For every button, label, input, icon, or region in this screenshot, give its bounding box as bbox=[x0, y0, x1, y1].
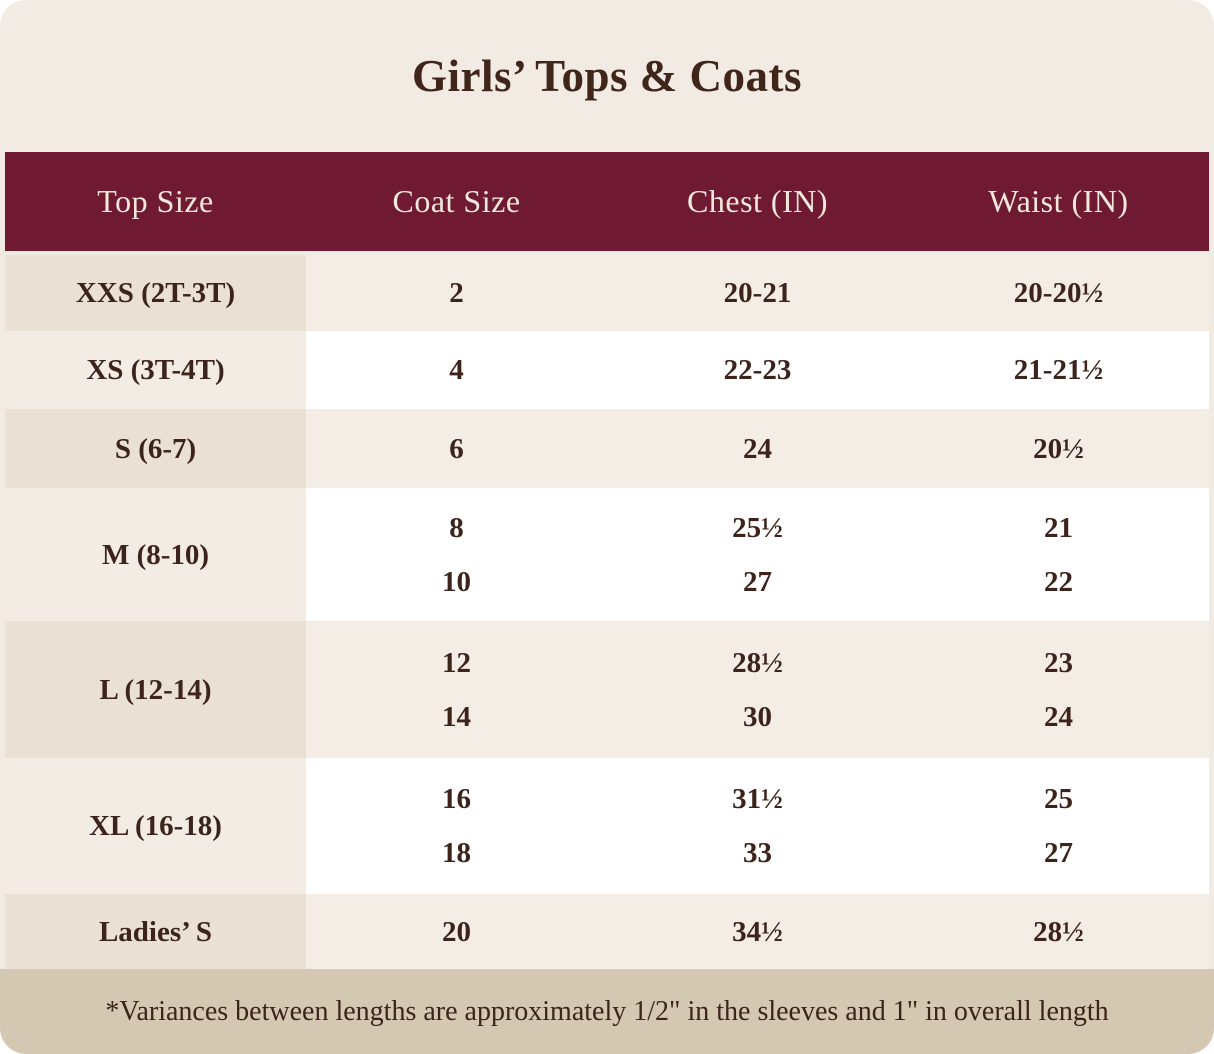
table-row bbox=[5, 621, 1209, 758]
cell-value: XXS (2T-3T) bbox=[75, 277, 236, 309]
table-row bbox=[5, 894, 1209, 969]
coat-size-cell bbox=[306, 409, 607, 488]
cell-value: 30 bbox=[743, 700, 772, 733]
table-body bbox=[5, 255, 1209, 969]
chest-cell bbox=[607, 621, 908, 758]
table-row bbox=[5, 331, 1209, 409]
chest-cell bbox=[607, 894, 908, 969]
cell-value: 31½ bbox=[732, 783, 783, 815]
cell-value: 4 bbox=[449, 354, 464, 386]
cell-value: 25½ bbox=[732, 511, 783, 544]
chest-cell bbox=[607, 758, 908, 894]
footnote: *Variances between lengths are approximately 1/2" in the sleeves and 1" in overall length bbox=[0, 969, 1214, 1054]
cell-value: 23 bbox=[1044, 646, 1073, 679]
cell-value: S (6-7) bbox=[114, 432, 197, 465]
cell-value: 28½ bbox=[732, 646, 783, 679]
top-size-cell bbox=[5, 488, 306, 621]
table-row bbox=[5, 488, 1209, 621]
cell-value: 34½ bbox=[732, 915, 783, 948]
cell-value: 2 bbox=[449, 277, 464, 309]
top-size-cell bbox=[5, 758, 306, 894]
table-row bbox=[5, 409, 1209, 488]
waist-cell bbox=[908, 331, 1209, 409]
waist-cell bbox=[908, 488, 1209, 621]
cell-value: 14 bbox=[442, 700, 471, 733]
cell-value: XS (3T-4T) bbox=[86, 354, 225, 386]
top-size-cell bbox=[5, 621, 306, 758]
cell-value: L (12-14) bbox=[99, 673, 212, 706]
cell-value: 10 bbox=[442, 565, 471, 598]
top-size-cell bbox=[5, 331, 306, 409]
table-header-row bbox=[5, 152, 1209, 255]
cell-value: 21 bbox=[1044, 511, 1073, 544]
page-title: Girls’ Tops & Coats bbox=[412, 51, 802, 101]
cell-value: 27 bbox=[1044, 837, 1073, 869]
column-header-coat-size: Coat Size bbox=[392, 183, 521, 219]
coat-size-cell bbox=[306, 331, 607, 409]
cell-value: 18 bbox=[442, 837, 471, 869]
cell-value: 21-21½ bbox=[1013, 354, 1104, 386]
waist-cell bbox=[908, 255, 1209, 331]
cell-value: Ladies’ S bbox=[98, 915, 213, 948]
coat-size-cell bbox=[306, 488, 607, 621]
table-row bbox=[5, 758, 1209, 894]
cell-value: M (8-10) bbox=[101, 538, 210, 571]
top-size-cell bbox=[5, 255, 306, 331]
chest-cell bbox=[607, 488, 908, 621]
column-header-waist: Waist (IN) bbox=[988, 183, 1129, 219]
cell-value: 16 bbox=[442, 783, 471, 815]
waist-cell bbox=[908, 758, 1209, 894]
top-size-cell bbox=[5, 409, 306, 488]
table-row bbox=[5, 255, 1209, 331]
coat-size-cell bbox=[306, 894, 607, 969]
title-bar bbox=[0, 0, 1214, 152]
cell-value: 22-23 bbox=[723, 354, 792, 386]
cell-value: 20-21 bbox=[723, 277, 792, 309]
column-header-chest: Chest (IN) bbox=[687, 183, 828, 219]
coat-size-cell bbox=[306, 758, 607, 894]
cell-value: 28½ bbox=[1033, 915, 1084, 948]
cell-value: 27 bbox=[743, 565, 772, 598]
cell-value: 20-20½ bbox=[1013, 277, 1104, 309]
coat-size-cell bbox=[306, 255, 607, 331]
cell-value: 25 bbox=[1044, 783, 1073, 815]
chest-cell bbox=[607, 255, 908, 331]
column-header-top-size: Top Size bbox=[97, 183, 214, 219]
waist-cell bbox=[908, 621, 1209, 758]
cell-value: 8 bbox=[449, 511, 464, 544]
cell-value: 33 bbox=[743, 837, 772, 869]
size-table bbox=[5, 152, 1209, 969]
cell-value: 20½ bbox=[1033, 432, 1084, 465]
chest-cell bbox=[607, 331, 908, 409]
waist-cell bbox=[908, 409, 1209, 488]
coat-size-cell bbox=[306, 621, 607, 758]
cell-value: 24 bbox=[1044, 700, 1073, 733]
top-size-cell bbox=[5, 894, 306, 969]
cell-value: 24 bbox=[743, 432, 772, 465]
cell-value: 22 bbox=[1044, 565, 1073, 598]
waist-cell bbox=[908, 894, 1209, 969]
cell-value: 12 bbox=[442, 646, 471, 679]
chest-cell bbox=[607, 409, 908, 488]
cell-value: XL (16-18) bbox=[89, 810, 222, 842]
cell-value: 20 bbox=[442, 915, 471, 948]
cell-value: 6 bbox=[449, 432, 464, 465]
